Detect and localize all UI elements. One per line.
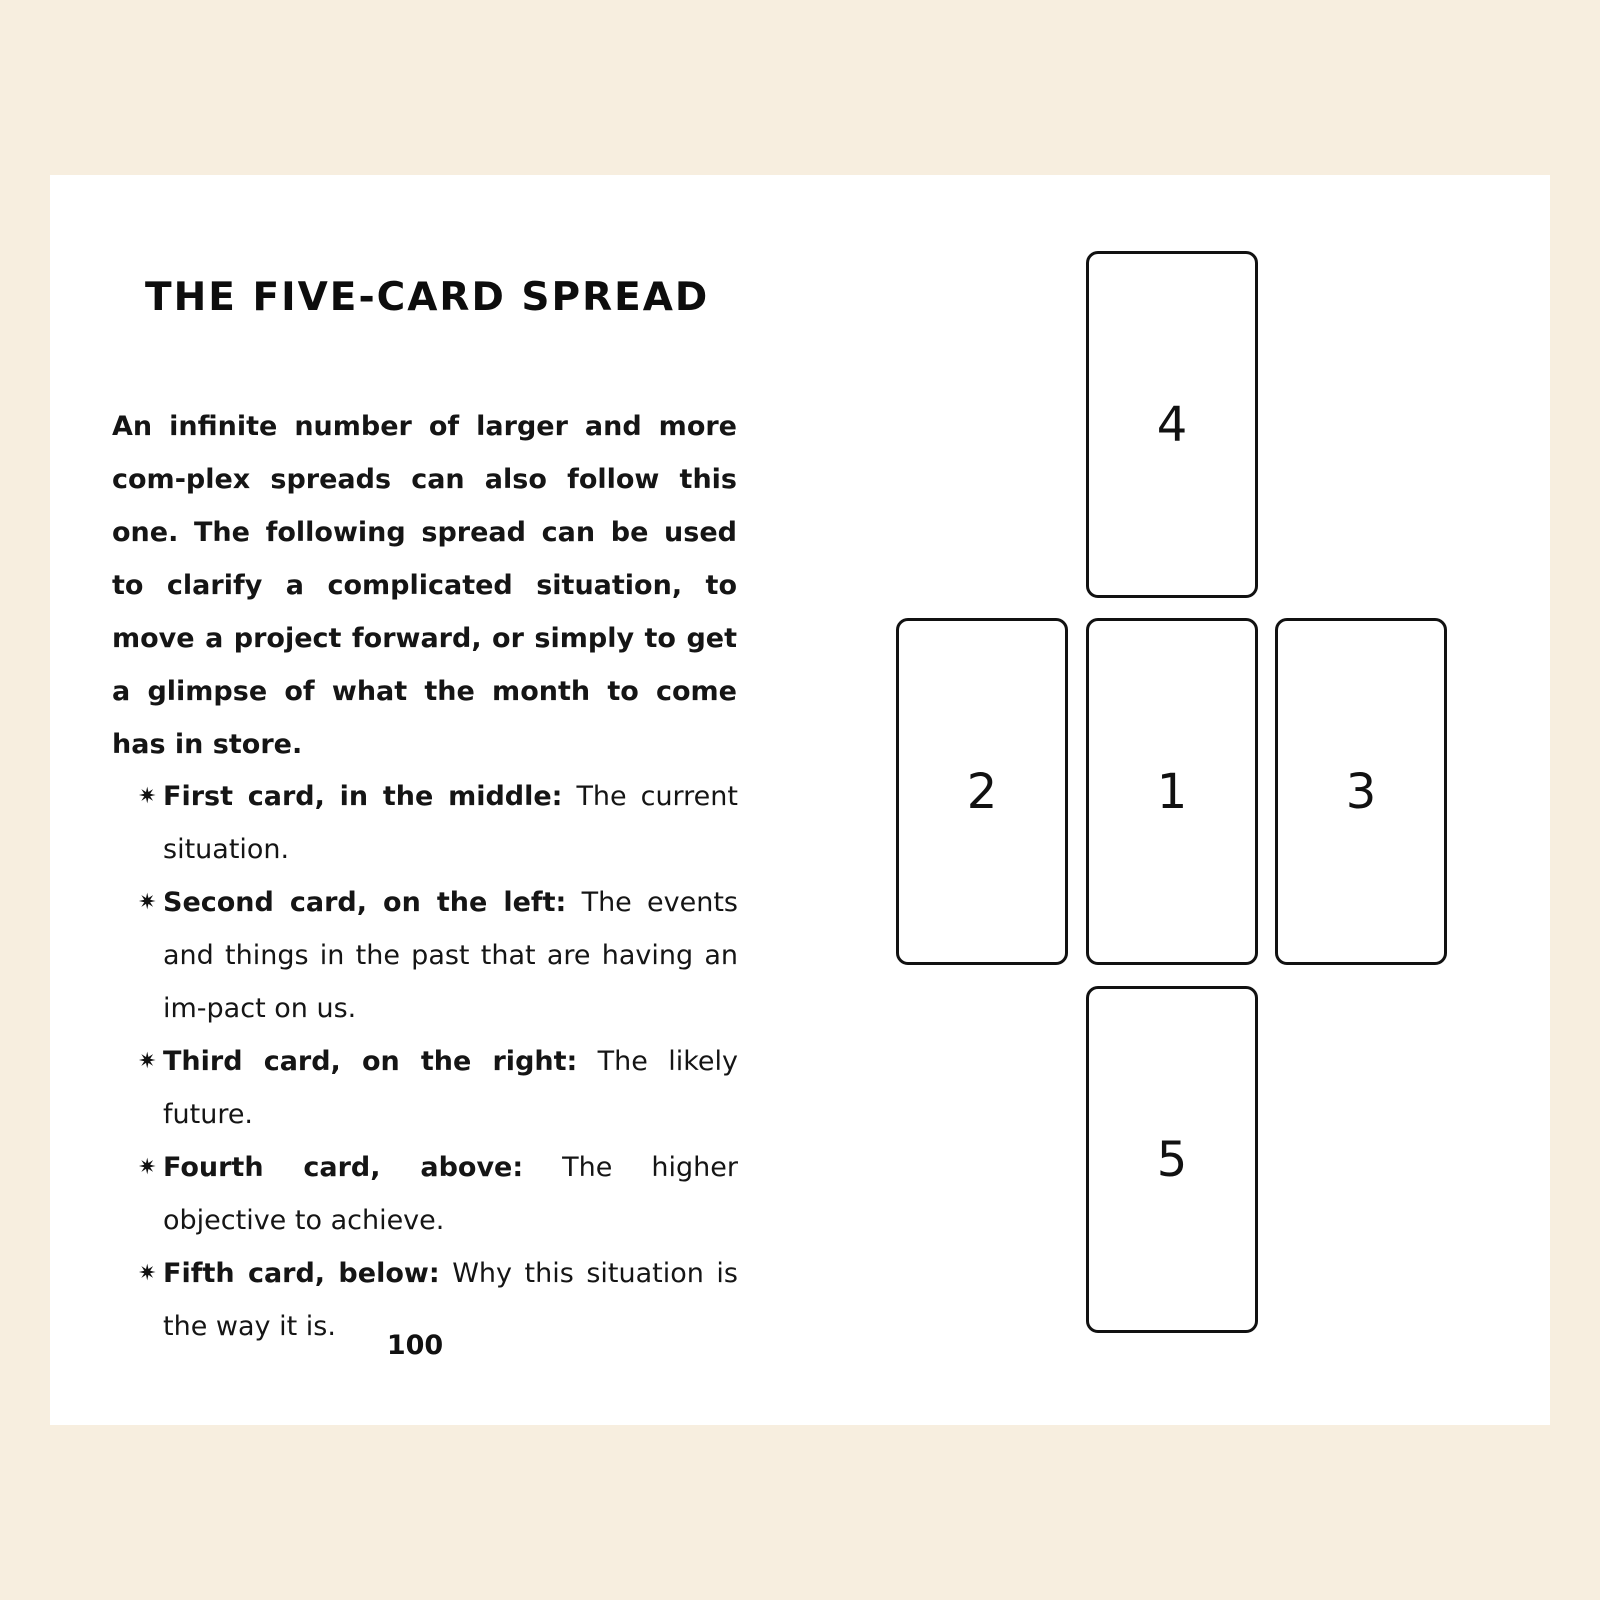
item-lead: Fourth card, above: (163, 1152, 524, 1183)
intro-paragraph: An infinite number of larger and more com-plex spreads can also follow this one. The following spread can be used to clarify a complicated situation, to move a project forward, or simply to get a glimpse of what the month to come has in store. (112, 411, 737, 760)
item-description: The likely future. (163, 1046, 738, 1130)
book-page (50, 175, 1550, 1425)
card-number: 2 (966, 763, 998, 820)
page-number: 100 (386, 1330, 444, 1361)
item-lead: First card, in the middle: (163, 781, 563, 812)
star-bullet-icon: ✷ (138, 1155, 157, 1180)
card-bottom (1086, 986, 1258, 1333)
card-right (1275, 618, 1447, 965)
item-lead: Second card, on the left: (163, 887, 567, 918)
list-item-fourth-card (138, 1141, 738, 1247)
list-item-second-card (138, 876, 738, 1035)
card-positions-list (138, 770, 738, 1353)
item-lead: Third card, on the right: (163, 1046, 578, 1077)
item-description: Why this situation is the way it is. (163, 1258, 738, 1342)
item-description: The events and things in the past that are having an im-pact on us. (163, 887, 738, 1024)
page-title: THE FIVE-CARD SPREAD (145, 275, 710, 320)
item-lead: Fifth card, below: (163, 1258, 440, 1289)
card-center (1086, 618, 1258, 965)
card-number: 4 (1156, 396, 1188, 453)
item-description: The current situation. (163, 781, 738, 865)
card-top (1086, 251, 1258, 598)
star-bullet-icon: ✷ (138, 890, 157, 915)
list-item-third-card (138, 1035, 738, 1141)
star-bullet-icon: ✷ (138, 1049, 157, 1074)
star-bullet-icon: ✷ (138, 784, 157, 809)
card-number: 5 (1156, 1131, 1188, 1188)
card-number: 3 (1345, 763, 1377, 820)
card-number: 1 (1156, 763, 1188, 820)
list-item-first-card (138, 770, 738, 876)
star-bullet-icon: ✷ (138, 1261, 157, 1286)
card-left (896, 618, 1068, 965)
item-description: The higher objective to achieve. (163, 1152, 738, 1236)
